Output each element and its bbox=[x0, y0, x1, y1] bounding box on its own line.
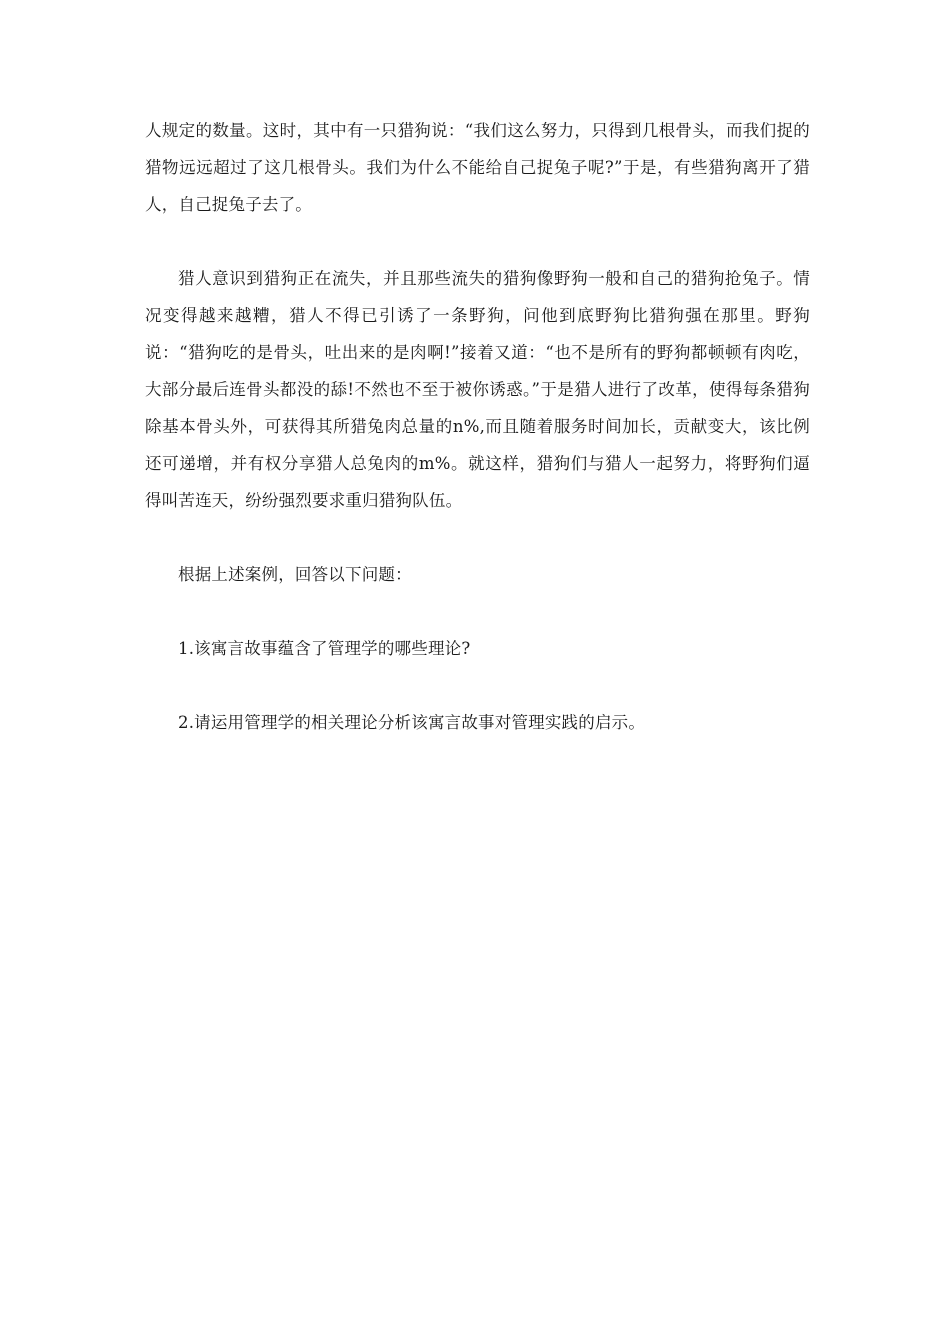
question-prompt: 根据上述案例，回答以下问题： bbox=[178, 565, 412, 584]
paragraph-story-continued: 人规定的数量。这时，其中有一只猎狗说：“我们这么努力，只得到几根骨头，而我们捉的猎物远远超过了这几根骨头。我们为什么不能给自己捉兔子呢?”于是，有些猎狗离开了猎人，自己捉兔子去了。 bbox=[145, 121, 810, 214]
paragraph-story-reform: 猎人意识到猎狗正在流失，并且那些流失的猎狗像野狗一般和自己的猎狗抢兔子。情况变得越来越糟，猎人不得已引诱了一条野狗，问他到底野狗比猎狗强在那里。野狗说：“猎狗吃的是骨头，吐出来的是肉啊!”接着又道：“也不是所有的野狗都顿顿有肉吃，大部分最后连骨头都没的舔!不然也不至于被你诱惑。”于是猎人进行了改革，使得每条猎狗除基本骨头外，可获得其所猎兔肉总量的n%,而且随着服务时间加长，贡献变大，该比例还可递增，并有权分享猎人总兔肉的m%。就这样，猎狗们与猎人一起努力，将野狗们逼得叫苦连天，纷纷强烈要求重归猎狗队伍。 bbox=[145, 269, 810, 510]
paragraph-spacer bbox=[145, 593, 810, 630]
question-1: 1.该寓言故事蕴含了管理学的哪些理论? bbox=[178, 639, 471, 658]
paragraph-spacer bbox=[145, 223, 810, 260]
paragraph-spacer bbox=[145, 519, 810, 556]
document-body bbox=[145, 112, 810, 741]
question-2: 2.请运用管理学的相关理论分析该寓言故事对管理实践的启示。 bbox=[178, 713, 646, 732]
paragraph-spacer bbox=[145, 667, 810, 704]
